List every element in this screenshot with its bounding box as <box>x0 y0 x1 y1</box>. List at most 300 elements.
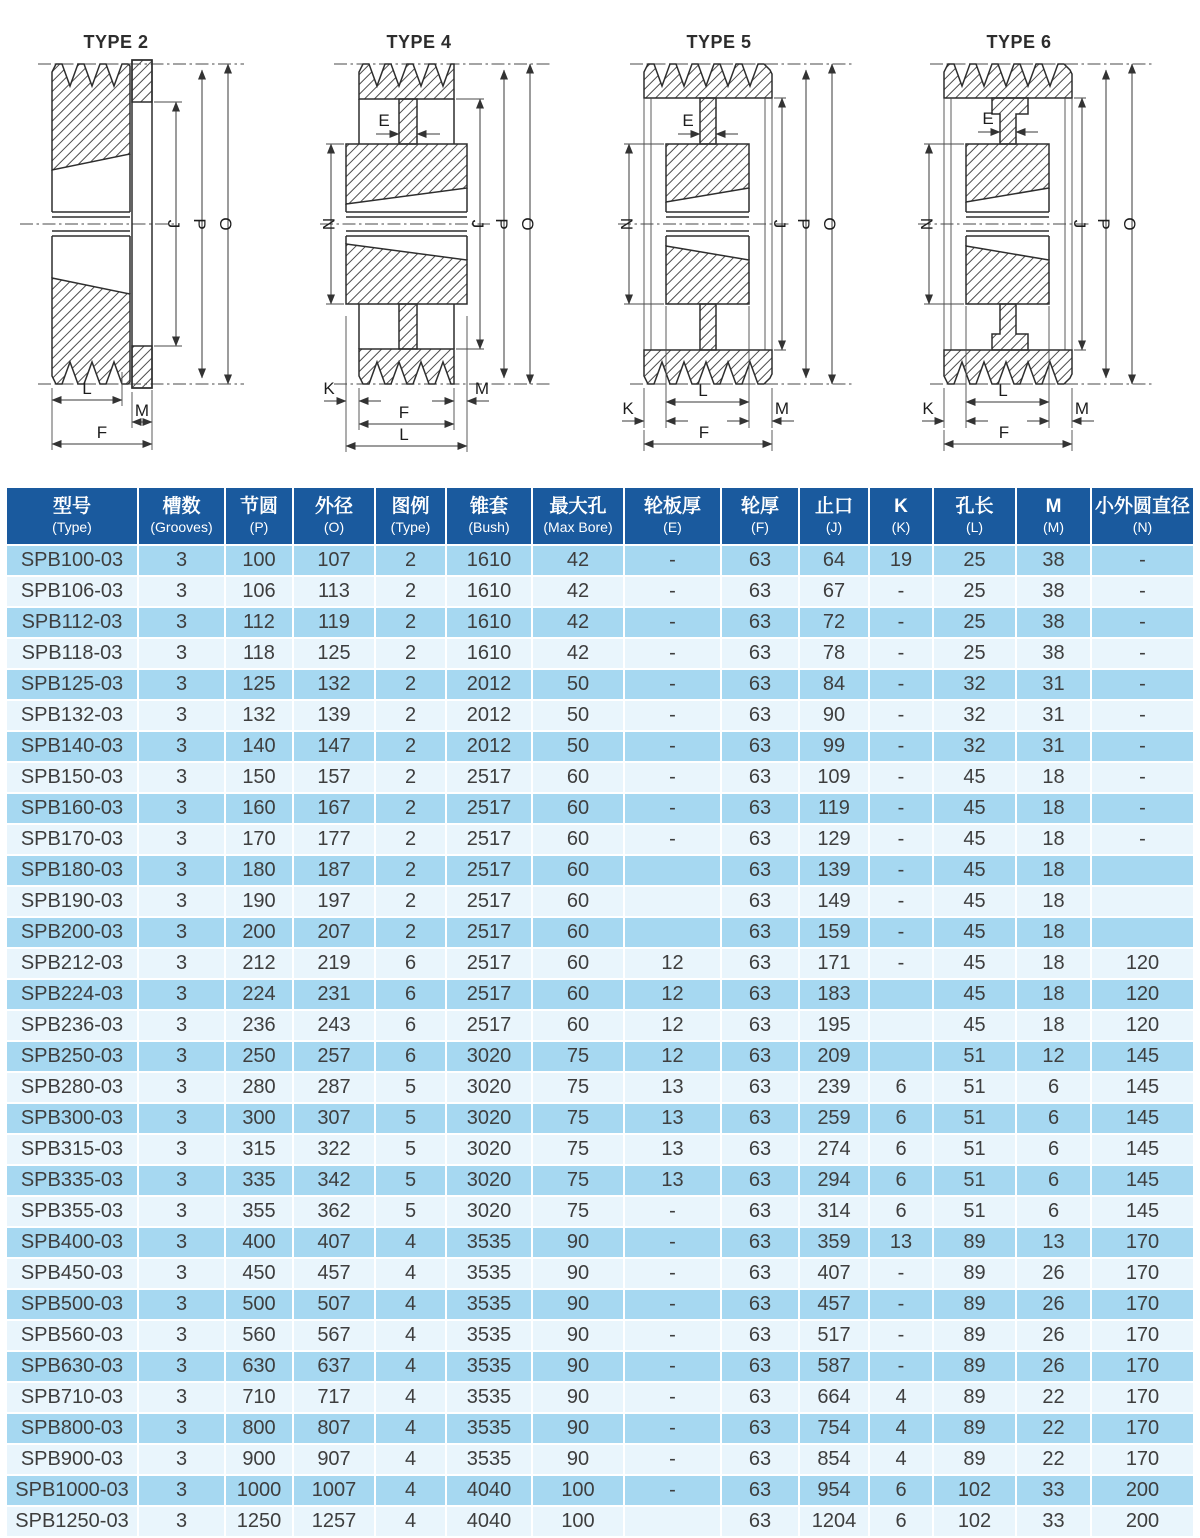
table-cell: 907 <box>293 1444 375 1475</box>
table-cell: 3 <box>138 1351 225 1382</box>
table-cell: - <box>624 1475 721 1506</box>
table-cell: 150 <box>225 762 293 793</box>
table-cell: 75 <box>532 1134 624 1165</box>
table-cell: SPB560-03 <box>7 1320 138 1351</box>
table-row <box>7 1165 1193 1196</box>
dim-label-M: M <box>774 399 790 418</box>
table-cell: 3 <box>138 1320 225 1351</box>
table-cell: 63 <box>721 762 799 793</box>
table-row <box>7 1010 1193 1041</box>
dim-label-F: F <box>698 423 710 442</box>
dim-label-O: O <box>216 217 235 231</box>
table-cell: 3 <box>138 1041 225 1072</box>
table-cell: 170 <box>1091 1444 1193 1475</box>
table-cell: 89 <box>933 1413 1016 1444</box>
table-cell: 119 <box>293 607 375 638</box>
table-cell: 5 <box>375 1196 446 1227</box>
table-cell: 84 <box>799 669 869 700</box>
dim-label-P: P <box>794 218 813 230</box>
table-cell: - <box>869 824 933 855</box>
table-cell: 5 <box>375 1134 446 1165</box>
table-cell: 90 <box>799 700 869 731</box>
table-cell: 63 <box>721 886 799 917</box>
table-cell: 63 <box>721 1103 799 1134</box>
table-cell: 13 <box>624 1134 721 1165</box>
table-cell: - <box>624 1351 721 1382</box>
table-cell: 45 <box>933 855 1016 886</box>
table-cell: 200 <box>1091 1506 1193 1537</box>
table-cell: 63 <box>721 576 799 607</box>
table-cell: 3 <box>138 1444 225 1475</box>
table-cell: 359 <box>799 1227 869 1258</box>
table-cell: 18 <box>1016 1010 1091 1041</box>
table-row <box>7 669 1193 700</box>
column-header-zh: 节圆 <box>239 496 278 517</box>
table-cell: 60 <box>532 979 624 1010</box>
table-cell: 63 <box>721 793 799 824</box>
table-row <box>7 1382 1193 1413</box>
diagram-title: TYPE 6 <box>986 32 1052 52</box>
table-cell: 18 <box>1016 793 1091 824</box>
table-row <box>7 700 1193 731</box>
table-cell: - <box>869 948 933 979</box>
table-cell: 3 <box>138 1103 225 1134</box>
table-cell: SPB250-03 <box>7 1041 138 1072</box>
table-cell: 160 <box>225 793 293 824</box>
table-cell: SPB450-03 <box>7 1258 138 1289</box>
table-cell: 170 <box>1091 1227 1193 1258</box>
table-cell: 63 <box>721 1413 799 1444</box>
table-cell: 63 <box>721 855 799 886</box>
table-cell: 26 <box>1016 1351 1091 1382</box>
table-cell: 3 <box>138 979 225 1010</box>
dim-label-K: K <box>323 379 335 398</box>
table-cell: 100 <box>532 1475 624 1506</box>
table-cell: 63 <box>721 1041 799 1072</box>
column-header-13 <box>1091 488 1193 545</box>
table-row <box>7 1289 1193 1320</box>
table-cell: 4 <box>375 1227 446 1258</box>
dim-label-O: O <box>1120 217 1139 231</box>
table-cell: 63 <box>721 669 799 700</box>
table-cell: 3 <box>138 576 225 607</box>
table-cell: SPB100-03 <box>7 545 138 576</box>
table-cell: 274 <box>799 1134 869 1165</box>
table-cell: 2 <box>375 793 446 824</box>
table-cell: - <box>1091 669 1193 700</box>
table-cell: 183 <box>799 979 869 1010</box>
table-cell: 38 <box>1016 607 1091 638</box>
table-cell: 107 <box>293 545 375 576</box>
table-cell: - <box>624 731 721 762</box>
column-header-12 <box>1016 488 1091 545</box>
table-cell: SPB630-03 <box>7 1351 138 1382</box>
table-cell: 51 <box>933 1134 1016 1165</box>
table-cell: 3 <box>138 1506 225 1537</box>
table-cell: 362 <box>293 1196 375 1227</box>
table-cell: 3 <box>138 1413 225 1444</box>
table-cell: 3535 <box>446 1320 532 1351</box>
table-cell: 4 <box>375 1258 446 1289</box>
table-cell: 89 <box>933 1289 1016 1320</box>
table-cell: 2 <box>375 700 446 731</box>
table-row <box>7 1351 1193 1382</box>
table-cell: 5 <box>375 1165 446 1196</box>
table-cell: 6 <box>375 1041 446 1072</box>
column-header-8 <box>721 488 799 545</box>
table-cell: - <box>624 1413 721 1444</box>
table-row <box>7 979 1193 1010</box>
table-cell: 4040 <box>446 1475 532 1506</box>
table-cell: 4 <box>375 1413 446 1444</box>
table-cell: 78 <box>799 638 869 669</box>
table-cell: 63 <box>721 1227 799 1258</box>
table-cell: SPB355-03 <box>7 1196 138 1227</box>
table-cell: 157 <box>293 762 375 793</box>
table-cell: 42 <box>532 638 624 669</box>
table-cell: - <box>624 1444 721 1475</box>
table-cell: 710 <box>225 1382 293 1413</box>
table-cell: SPB150-03 <box>7 762 138 793</box>
table-cell: 2517 <box>446 917 532 948</box>
table-cell <box>1091 886 1193 917</box>
table-cell <box>624 886 721 917</box>
column-header-10 <box>869 488 933 545</box>
table-cell: SPB500-03 <box>7 1289 138 1320</box>
table-cell: 2012 <box>446 669 532 700</box>
table-cell: 118 <box>225 638 293 669</box>
table-cell: 3 <box>138 824 225 855</box>
table-cell: 243 <box>293 1010 375 1041</box>
column-header-zh: 外径 <box>314 496 353 517</box>
table-cell: - <box>624 824 721 855</box>
type-6-diagram <box>904 6 1196 484</box>
table-row <box>7 1134 1193 1165</box>
table-cell: 3020 <box>446 1072 532 1103</box>
table-cell: 457 <box>293 1258 375 1289</box>
table-cell: SPB300-03 <box>7 1103 138 1134</box>
column-header-zh: 图例 <box>391 496 430 517</box>
table-cell: 1610 <box>446 638 532 669</box>
table-cell: 112 <box>225 607 293 638</box>
diagram-title: TYPE 4 <box>386 32 452 52</box>
table-cell: 145 <box>1091 1072 1193 1103</box>
table-cell: 4 <box>869 1444 933 1475</box>
column-header-2 <box>225 488 293 545</box>
table-row <box>7 855 1193 886</box>
table-cell: - <box>624 1258 721 1289</box>
table-cell: 42 <box>532 576 624 607</box>
table-cell: 212 <box>225 948 293 979</box>
table-cell: - <box>869 1320 933 1351</box>
table-cell: SPB400-03 <box>7 1227 138 1258</box>
table-cell: 1257 <box>293 1506 375 1537</box>
table-cell: SPB106-03 <box>7 576 138 607</box>
table-cell: 12 <box>624 1041 721 1072</box>
table-cell: 89 <box>933 1382 1016 1413</box>
table-cell: 45 <box>933 762 1016 793</box>
table-cell: 90 <box>532 1258 624 1289</box>
table-cell: 219 <box>293 948 375 979</box>
table-cell: 5 <box>375 1072 446 1103</box>
table-cell: 1610 <box>446 576 532 607</box>
column-header-en: (F) <box>751 519 769 535</box>
table-cell: SPB200-03 <box>7 917 138 948</box>
table-cell: 170 <box>1091 1258 1193 1289</box>
table-cell: 287 <box>293 1072 375 1103</box>
table-cell: SPB280-03 <box>7 1072 138 1103</box>
table-cell: 63 <box>721 638 799 669</box>
table-cell: 307 <box>293 1103 375 1134</box>
dim-label-P: P <box>1094 218 1113 230</box>
table-cell: 171 <box>799 948 869 979</box>
table-cell: 63 <box>721 979 799 1010</box>
table-cell: 3020 <box>446 1134 532 1165</box>
table-cell: 90 <box>532 1227 624 1258</box>
table-cell: 3020 <box>446 1165 532 1196</box>
table-cell: 2 <box>375 824 446 855</box>
dim-label-N: N <box>319 217 338 231</box>
table-cell: 18 <box>1016 917 1091 948</box>
table-cell: - <box>624 669 721 700</box>
table-cell: 50 <box>532 731 624 762</box>
table-cell: SPB170-03 <box>7 824 138 855</box>
table-cell: 1250 <box>225 1506 293 1537</box>
table-cell: 4 <box>375 1289 446 1320</box>
table-cell: 63 <box>721 1134 799 1165</box>
table-cell <box>624 917 721 948</box>
table-cell: 140 <box>225 731 293 762</box>
table-cell: 3 <box>138 1196 225 1227</box>
table-cell: 63 <box>721 607 799 638</box>
table-cell: 145 <box>1091 1165 1193 1196</box>
table-cell: 2517 <box>446 824 532 855</box>
table-cell: 50 <box>532 700 624 731</box>
table-cell: 102 <box>933 1506 1016 1537</box>
table-cell: - <box>1091 731 1193 762</box>
table-cell: 3 <box>138 948 225 979</box>
table-cell: 300 <box>225 1103 293 1134</box>
table-cell: 145 <box>1091 1196 1193 1227</box>
table-header <box>7 488 1193 545</box>
table-cell: 60 <box>532 886 624 917</box>
table-cell: 38 <box>1016 638 1091 669</box>
table-cell: 90 <box>532 1289 624 1320</box>
table-cell: 45 <box>933 948 1016 979</box>
table-cell: 170 <box>1091 1289 1193 1320</box>
dim-label-J: J <box>468 219 487 229</box>
table-cell: 2 <box>375 545 446 576</box>
column-header-en: (N) <box>1132 519 1153 535</box>
table-cell: 6 <box>1016 1072 1091 1103</box>
table-cell: 2 <box>375 731 446 762</box>
table-cell: 717 <box>293 1382 375 1413</box>
table-cell: - <box>624 762 721 793</box>
dim-label-N: N <box>917 217 936 231</box>
column-header-zh: 锥套 <box>469 496 508 517</box>
table-cell: 89 <box>933 1444 1016 1475</box>
table-cell: 6 <box>1016 1103 1091 1134</box>
table-cell: SPB800-03 <box>7 1413 138 1444</box>
table-cell: 119 <box>799 793 869 824</box>
table-cell: 3 <box>138 762 225 793</box>
table-cell: - <box>1091 793 1193 824</box>
table-cell: 407 <box>293 1227 375 1258</box>
column-header-en: (E) <box>663 519 682 535</box>
table-cell: 170 <box>1091 1320 1193 1351</box>
dim-label-E: E <box>682 111 694 130</box>
table-cell: 89 <box>933 1227 1016 1258</box>
table-cell: 22 <box>1016 1444 1091 1475</box>
type-4-diagram <box>304 6 596 484</box>
column-header-4 <box>375 488 446 545</box>
table-cell: 3 <box>138 1475 225 1506</box>
table-cell: 6 <box>1016 1134 1091 1165</box>
table-cell: 2 <box>375 576 446 607</box>
table-cell: 12 <box>624 948 721 979</box>
column-header-zh: 止口 <box>814 496 853 517</box>
table-cell: 90 <box>532 1351 624 1382</box>
table-cell: - <box>869 1351 933 1382</box>
table-cell: 5 <box>375 1103 446 1134</box>
table-cell: 125 <box>293 638 375 669</box>
table-cell: 31 <box>1016 700 1091 731</box>
table-row <box>7 1413 1193 1444</box>
table-cell: 75 <box>532 1196 624 1227</box>
table-row <box>7 638 1193 669</box>
column-header-en: (J) <box>825 519 843 535</box>
header-row <box>7 488 1193 545</box>
column-header-en: (Max Bore) <box>543 519 613 535</box>
column-header-zh: M <box>1045 496 1062 517</box>
table-cell: SPB132-03 <box>7 700 138 731</box>
table-cell: 63 <box>721 1506 799 1537</box>
table-cell: 3 <box>138 1382 225 1413</box>
table-cell: 63 <box>721 1196 799 1227</box>
table-cell: 159 <box>799 917 869 948</box>
table-cell: 2 <box>375 762 446 793</box>
table-cell <box>869 1041 933 1072</box>
table-cell: - <box>1091 824 1193 855</box>
table-cell: 6 <box>1016 1165 1091 1196</box>
table-cell: 25 <box>933 638 1016 669</box>
table-cell: 63 <box>721 917 799 948</box>
table-cell: 3 <box>138 1134 225 1165</box>
dim-label-L: L <box>998 381 1008 400</box>
table-cell: 315 <box>225 1134 293 1165</box>
table-cell: 100 <box>532 1506 624 1537</box>
table-cell: 2012 <box>446 700 532 731</box>
table-cell: 18 <box>1016 979 1091 1010</box>
table-row <box>7 762 1193 793</box>
table-cell: - <box>624 700 721 731</box>
table-cell: 89 <box>933 1320 1016 1351</box>
table-cell: 2517 <box>446 979 532 1010</box>
table-cell: 25 <box>933 576 1016 607</box>
table-cell: 18 <box>1016 855 1091 886</box>
table-cell: 100 <box>225 545 293 576</box>
dim-label-M: M <box>134 401 150 420</box>
table-cell: 149 <box>799 886 869 917</box>
table-cell: 32 <box>933 731 1016 762</box>
table-cell: SPB180-03 <box>7 855 138 886</box>
table-cell: SPB710-03 <box>7 1382 138 1413</box>
table-cell: 90 <box>532 1444 624 1475</box>
column-header-zh: 型号 <box>52 496 91 517</box>
column-header-en: (Grooves) <box>150 519 213 535</box>
table-cell: 4 <box>375 1320 446 1351</box>
column-header-en: (Bush) <box>468 519 510 535</box>
table-cell: 26 <box>1016 1258 1091 1289</box>
table-cell: 2 <box>375 669 446 700</box>
type-5-diagram <box>604 6 896 484</box>
table-cell: - <box>624 1196 721 1227</box>
table-cell: 3535 <box>446 1289 532 1320</box>
table-cell: 3535 <box>446 1351 532 1382</box>
table-cell: 200 <box>225 917 293 948</box>
table-cell: 2517 <box>446 855 532 886</box>
table-cell: 342 <box>293 1165 375 1196</box>
table-cell: 51 <box>933 1196 1016 1227</box>
table-cell: - <box>869 638 933 669</box>
table-cell: 26 <box>1016 1289 1091 1320</box>
dim-label-M: M <box>474 379 490 398</box>
table-cell: 4 <box>375 1351 446 1382</box>
table-cell: 50 <box>532 669 624 700</box>
table-cell: 31 <box>1016 669 1091 700</box>
table-cell: 587 <box>799 1351 869 1382</box>
table-cell: 2517 <box>446 886 532 917</box>
dim-label-E: E <box>378 111 390 130</box>
dim-label-P: P <box>492 218 511 230</box>
table-cell: 63 <box>721 545 799 576</box>
table-cell: - <box>869 762 933 793</box>
table-cell: 25 <box>933 545 1016 576</box>
table-cell: 60 <box>532 917 624 948</box>
table-cell: - <box>624 638 721 669</box>
table-row <box>7 824 1193 855</box>
table-cell: 125 <box>225 669 293 700</box>
table-row <box>7 917 1193 948</box>
table-cell: 2 <box>375 886 446 917</box>
table-cell: 63 <box>721 1320 799 1351</box>
table-cell: 89 <box>933 1258 1016 1289</box>
table-cell: 63 <box>721 731 799 762</box>
table-cell: 51 <box>933 1041 1016 1072</box>
table-cell: 4 <box>375 1506 446 1537</box>
dim-label-K: K <box>922 399 934 418</box>
table-cell: 132 <box>225 700 293 731</box>
table-cell: 2 <box>375 607 446 638</box>
column-header-9 <box>799 488 869 545</box>
table-cell: 145 <box>1091 1134 1193 1165</box>
dim-label-M: M <box>1074 399 1090 418</box>
table-cell: 954 <box>799 1475 869 1506</box>
dim-label-O: O <box>518 217 537 231</box>
table-cell: 60 <box>532 762 624 793</box>
table-cell: 120 <box>1091 948 1193 979</box>
table-cell: 64 <box>799 545 869 576</box>
dim-label-J: J <box>1070 219 1089 229</box>
table-cell: 4 <box>375 1444 446 1475</box>
table-cell: 6 <box>869 1072 933 1103</box>
table-cell: 38 <box>1016 545 1091 576</box>
table-cell: 3020 <box>446 1041 532 1072</box>
column-header-zh: K <box>894 496 908 517</box>
table-cell: 45 <box>933 979 1016 1010</box>
table-cell: 664 <box>799 1382 869 1413</box>
table-cell: 170 <box>1091 1351 1193 1382</box>
